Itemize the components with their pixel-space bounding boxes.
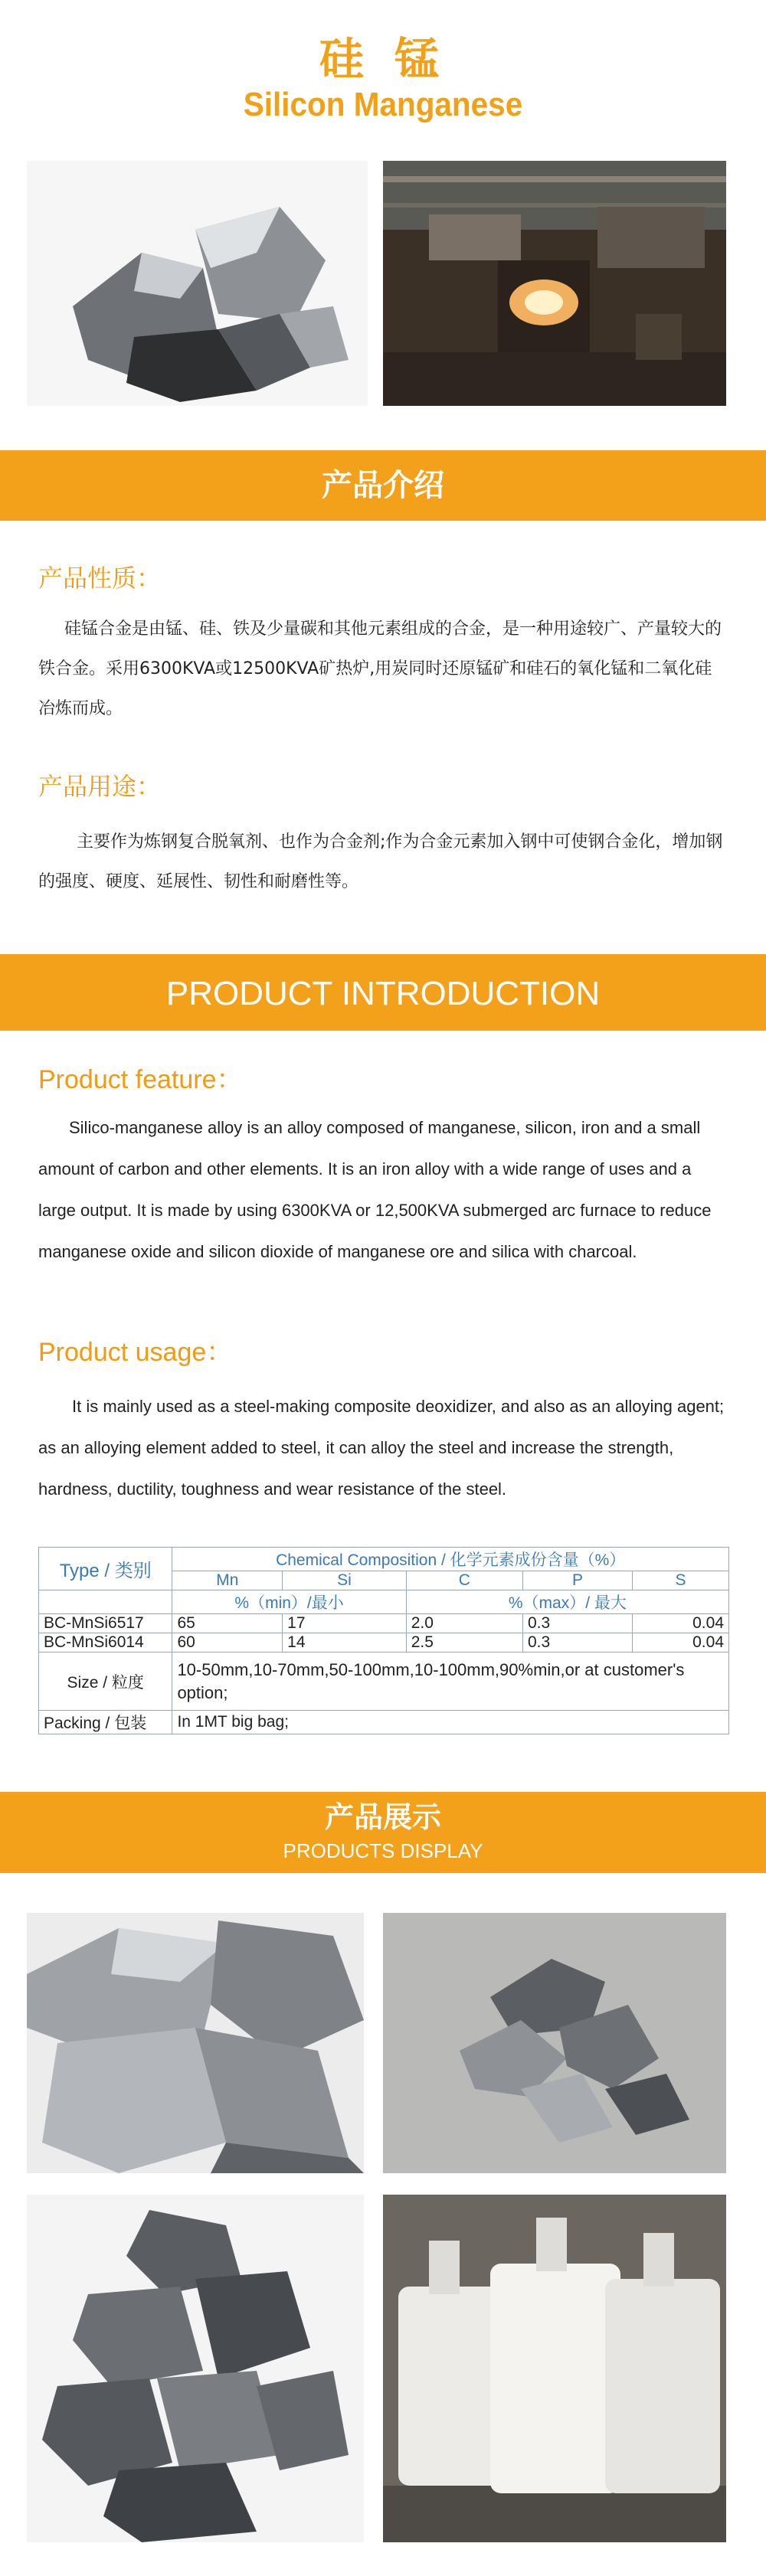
type-empty-cell xyxy=(39,1590,172,1614)
size-value: 10-50mm,10-70mm,50-100mm,10-100mm,90%min,or at customer's option; xyxy=(172,1652,729,1711)
heading-feature-en: Product feature： xyxy=(38,1065,243,1094)
text-usage-en: It is mainly used as a steel-making composite deoxidizer, and also as an alloying agent; as an alloying element added to steel, it can alloy the steel and increase the strength, hardness, ductility, toughness and wear resistance of the steel. xyxy=(38,1397,725,1499)
section-title-intro-cn: 产品介绍 xyxy=(322,468,444,503)
heading-usage-en: Product usage： xyxy=(38,1338,233,1367)
product-photo-big-bags xyxy=(383,2195,726,2542)
row-value: 14 xyxy=(283,1633,407,1652)
page-title-cn: 硅 锰 xyxy=(319,33,447,85)
row-value: 0.3 xyxy=(522,1633,632,1652)
page-title-en: Silicon Manganese xyxy=(243,86,523,123)
text-feature-en: Silico-manganese alloy is an alloy composed of manganese, silicon, iron and a small amount of carbon and other elements. It is an iron alloy with a wide range of uses and a large output. It is made by using 6300KVA or 12,500KVA submerged arc furnace to reduce manganese oxide and silicon dioxide of manganese ore and silica with charcoal. xyxy=(38,1118,712,1261)
type-header: Type / 类别 xyxy=(39,1548,172,1590)
text-feature-cn: 硅锰合金是由锰、硅、铁及少量碳和其他元素组成的合金，是一种用途较广、产量较大的铁合金。采用6300KVA或12500KVA矿热炉,用炭同时还原锰矿和硅石的氧化锰和二氧化硅冶炼而成。 xyxy=(38,619,722,718)
heading-feature-cn: 产品性质： xyxy=(38,564,162,593)
product-photo-dark-lumps xyxy=(27,2195,364,2542)
chem-header: Chemical Composition / 化学元素成份含量（%） xyxy=(172,1548,729,1571)
row-value: 2.0 xyxy=(406,1614,522,1633)
max-label: %（max）/ 最大 xyxy=(406,1590,728,1614)
element-p: P xyxy=(522,1571,632,1590)
packing-value: In 1MT big bag; xyxy=(172,1711,729,1734)
row-value: 0.04 xyxy=(633,1633,729,1652)
heading-usage-cn: 产品用途： xyxy=(38,772,162,801)
element-si: Si xyxy=(283,1571,407,1590)
row-value: 60 xyxy=(172,1633,283,1652)
element-mn: Mn xyxy=(172,1571,283,1590)
row-value: 17 xyxy=(283,1614,407,1633)
element-c: C xyxy=(406,1571,522,1590)
product-photo-lumps xyxy=(27,161,368,406)
row-value: 0.04 xyxy=(633,1614,729,1633)
section-title-display-cn: 产品展示 xyxy=(324,1800,441,1834)
product-photo-pile xyxy=(383,1913,726,2173)
factory-furnace-photo xyxy=(383,161,726,406)
row-value: 0.3 xyxy=(522,1614,632,1633)
row-type: BC-MnSi6014 xyxy=(39,1633,172,1652)
row-value: 65 xyxy=(172,1614,283,1633)
min-label: %（min）/最小 xyxy=(172,1590,406,1614)
size-label: Size / 粒度 xyxy=(39,1652,172,1711)
spec-table xyxy=(38,1547,729,1734)
row-type: BC-MnSi6517 xyxy=(39,1614,172,1633)
packing-label: Packing / 包装 xyxy=(39,1711,172,1734)
section-band-intro-en xyxy=(0,954,766,1031)
text-usage-cn: 主要作为炼钢复合脱氧剂、也作为合金剂;作为合金元素加入钢中可使钢合金化，增加钢的强度、硬度、延展性、韧性和耐磨性等。 xyxy=(38,832,723,891)
row-value: 2.5 xyxy=(406,1633,522,1652)
table-row xyxy=(39,1614,729,1633)
product-photo-silver-lumps xyxy=(27,1913,364,2173)
section-band-intro-cn xyxy=(0,450,766,521)
table-row xyxy=(39,1633,729,1652)
element-s: S xyxy=(633,1571,729,1590)
section-title-intro-en: PRODUCT INTRODUCTION xyxy=(165,975,601,1012)
section-title-display-en: PRODUCTS DISPLAY xyxy=(283,1839,483,1862)
section-band-display xyxy=(0,1792,766,1873)
